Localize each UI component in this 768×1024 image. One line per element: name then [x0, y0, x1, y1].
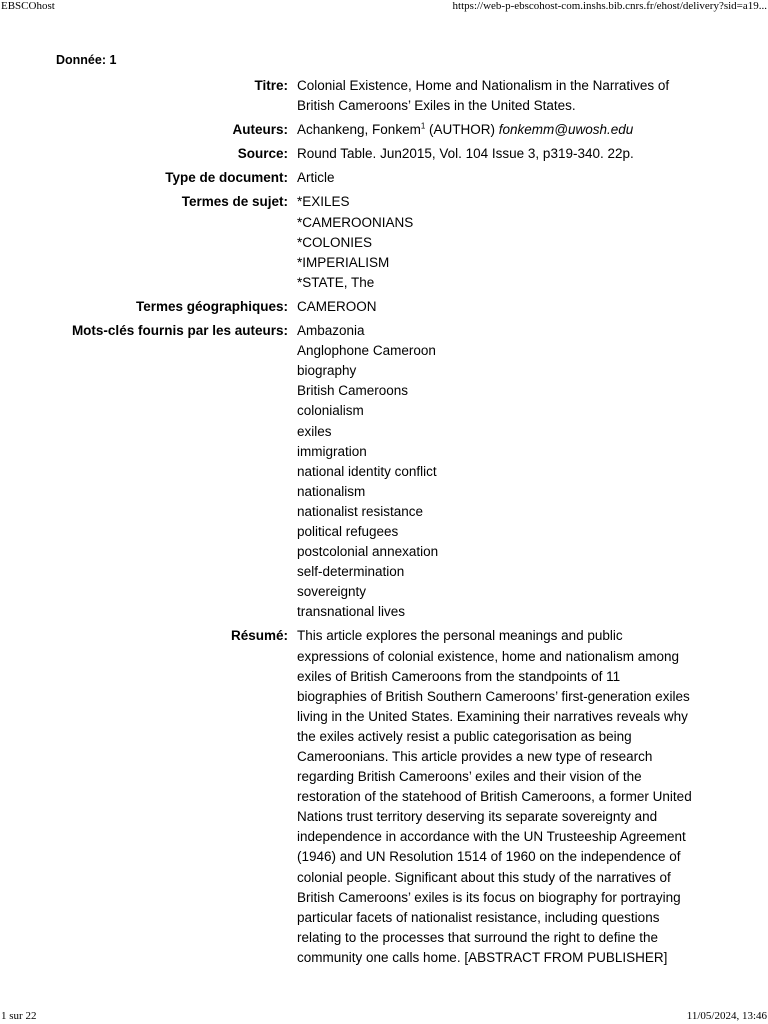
field-author-keywords	[56, 321, 717, 626]
field-value-author-keywords	[297, 321, 717, 626]
abstract-line: regarding British Cameroons’ exiles and their vision of the	[297, 769, 642, 785]
field-authors	[56, 120, 717, 144]
keyword-item: Ambazonia	[297, 323, 365, 339]
keyword-item: colonialism	[297, 403, 364, 419]
subject-term-link[interactable]: *IMPERIALISM	[297, 254, 390, 270]
field-value-geographic-terms[interactable]: CAMEROON	[297, 298, 377, 314]
field-title	[56, 76, 717, 120]
keyword-item: exiles	[297, 423, 332, 439]
keyword-item: nationalism	[297, 483, 366, 499]
field-label-subject-terms: Termes de sujet:	[181, 194, 288, 210]
abstract-line: (1946) and UN Resolution 1514 of 1960 on the independence of	[297, 849, 681, 865]
print-header-site: EBSCOhost	[1, 0, 55, 12]
abstract-line: British Cameroons’ exiles is its focus on biography for portraying	[297, 889, 681, 905]
field-label-document-type: Type de document:	[165, 170, 288, 186]
field-value-abstract	[297, 626, 717, 972]
record-number: Donnée: 1	[56, 53, 117, 67]
title-line: Colonial Existence, Home and Nationalism in the Narratives of	[297, 78, 670, 93]
print-header	[0, 0, 768, 14]
keyword-item: transnational lives	[297, 604, 406, 620]
abstract-line: Cameroonians. This article provides a new type of research	[297, 749, 653, 764]
field-value-source: Round Table. Jun2015, Vol. 104 Issue 3, p319-340. 22p.	[297, 146, 634, 162]
print-footer	[0, 1010, 768, 1024]
field-label-abstract: Résumé:	[230, 628, 288, 644]
abstract-line: independence in accordance with the UN Trusteeship Agreement	[297, 829, 686, 845]
field-value-subject-terms	[297, 192, 717, 296]
field-subject-terms	[56, 192, 717, 296]
field-value-authors	[297, 120, 717, 144]
abstract-line: colonial people. Significant about this study of the narratives of	[297, 869, 671, 885]
abstract-line: biographies of British Southern Cameroons’ first-generation exiles	[297, 688, 690, 704]
subject-term-link[interactable]: *CAMEROONIANS	[297, 214, 414, 230]
field-geographic-terms	[56, 297, 717, 321]
field-value-title	[297, 76, 717, 120]
abstract-line: Nations trust territory deserving its separate sovereignty and	[297, 809, 658, 825]
print-footer-datetime: 11/05/2024, 13:46	[686, 1010, 767, 1022]
field-source	[56, 144, 717, 168]
field-label-geographic-terms: Termes géographiques:	[135, 298, 288, 314]
field-label-title: Titre:	[254, 78, 288, 93]
keyword-item: sovereignty	[297, 584, 367, 600]
abstract-line: exiles of British Cameroons from the standpoints of 11	[297, 668, 621, 684]
subject-term-link[interactable]: *STATE, The	[297, 274, 375, 290]
keyword-item: immigration	[297, 443, 367, 459]
keyword-item: postcolonial annexation	[297, 544, 439, 560]
subject-term-link[interactable]: *COLONIES	[297, 234, 373, 250]
abstract-line: relating to the processes that surround the right to define the	[297, 929, 658, 945]
abstract-line: This article explores the personal meanings and public	[297, 628, 623, 644]
field-label-source: Source:	[237, 146, 288, 162]
field-abstract	[56, 626, 717, 972]
field-label-author-keywords: Mots-clés fournis par les auteurs:	[71, 323, 288, 339]
print-footer-page: 1 sur 22	[1, 1010, 37, 1022]
abstract-line: particular facets of nationalist resistance, including questions	[297, 909, 660, 925]
record-detail-table	[56, 76, 717, 972]
keyword-item: biography	[297, 363, 357, 379]
abstract-line: expressions of colonial existence, home and nationalism among	[297, 648, 679, 664]
subject-term-link[interactable]: *EXILES	[297, 194, 350, 210]
field-label-authors: Auteurs:	[232, 122, 288, 138]
keyword-item: Anglophone Cameroon	[297, 343, 436, 359]
keyword-item: nationalist resistance	[297, 503, 424, 519]
abstract-line: the exiles actively resist a public categorisation as being	[297, 728, 632, 744]
abstract-line: community one calls home. [ABSTRACT FROM PUBLISHER]	[297, 949, 668, 965]
keyword-item: national identity conflict	[297, 463, 437, 479]
author-affiliation-marker: 1	[420, 121, 426, 131]
field-value-document-type: Article	[297, 170, 335, 186]
print-header-url: https://web-p-ebscohost-com.inshs.bib.cnrs.fr/ehost/delivery?sid=a19...	[452, 0, 767, 12]
keyword-item: political refugees	[297, 523, 399, 539]
abstract-line: living in the United States. Examining their narratives reveals why	[297, 708, 688, 724]
keyword-item: British Cameroons	[297, 383, 409, 399]
author-role: (AUTHOR)	[425, 122, 499, 138]
author-name: Achankeng, Fonkem	[297, 122, 421, 138]
field-document-type	[56, 168, 717, 192]
keyword-item: self-determination	[297, 564, 405, 580]
author-email: fonkemm@uwosh.edu	[498, 122, 634, 138]
title-line: British Cameroons’ Exiles in the United States.	[297, 98, 576, 114]
abstract-line: restoration of the statehood of British Cameroons, a former United	[297, 789, 692, 805]
